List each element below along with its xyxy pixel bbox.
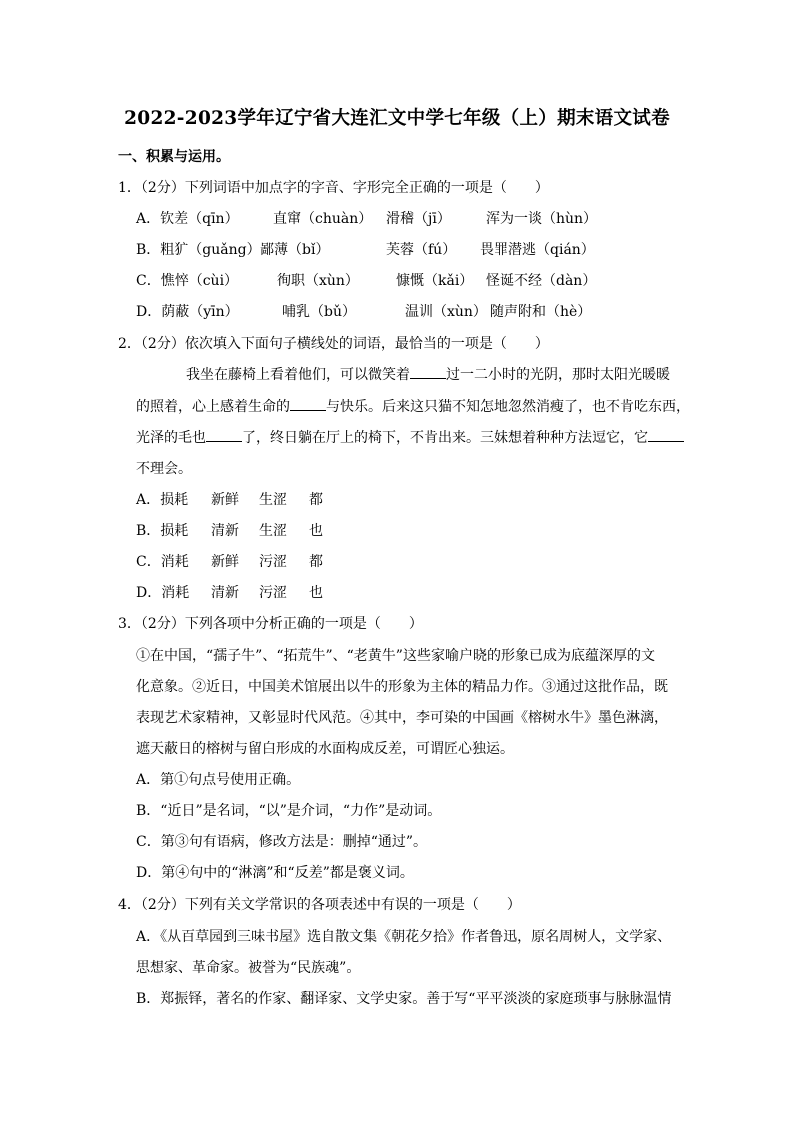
option-cell: 清新 [211, 585, 239, 601]
passage-line: ①在中国，“孺子牛”、“拓荒牛”、“老黄牛”这些家喻户晓的形象已成为底蕴深厚的文 [136, 648, 655, 664]
question-1-stem: 1．（2分）下列词语中加点字的字音、字形完全正确的一项是（ ） [118, 180, 549, 196]
question-3-option-c: C．第③句有语病，修改方法是：删掉“通过”。 [136, 834, 428, 850]
option-cell: D．荫蔽（yīn） [136, 304, 239, 320]
answer-blank [290, 396, 326, 411]
question-3-option-a: A．第①句点号使用正确。 [136, 772, 301, 788]
passage-line: 遮天蔽日的榕树与留白形成的水面构成反差，可谓匠心独运。 [136, 741, 514, 757]
passage-text: 过一二小时的光阴，那时太阳光暖暖 [446, 367, 670, 383]
passage-line: 表现艺术家精神，又彰显时代风范。④其中，李可染的中国画《榕树水牛》墨色淋漓， [136, 710, 668, 726]
option-cell: B．损耗 [136, 523, 189, 539]
passage-line [136, 427, 684, 447]
option-cell: C．憔悴（cùi） [136, 273, 239, 289]
page-title: 2022-2023学年辽宁省大连汇文中学七年级（上）期末语文试卷 [124, 108, 670, 129]
option-cell: 污涩 [259, 554, 287, 570]
option-cell: 都 [309, 554, 323, 570]
question-3-option-d: D．第④句中的“淋漓”和“反差”都是褒义词。 [136, 865, 414, 881]
option-cell: C．消耗 [136, 554, 189, 570]
passage-text: 我坐在藤椅上看着他们，可以微笑着 [186, 367, 410, 383]
question-4-stem: 4．（2分）下列有关文学常识的各项表述中有误的一项是（ ） [118, 897, 521, 913]
section-heading: 一、积累与运用。 [118, 149, 230, 165]
option-cell: 怪诞不经（dàn） [486, 273, 597, 289]
option-cell: 温训（xùn） [405, 304, 487, 320]
option-cell: 随声附和（hè） [490, 304, 592, 320]
option-cell: 也 [309, 585, 323, 601]
option-cell: 鄙薄（bǐ） [260, 242, 330, 258]
answer-blank [648, 427, 684, 442]
option-cell: 滑稽（jī） [386, 211, 451, 227]
question-4-option-a: A．《从百草园到三味书屋》选自散文集《朝花夕拾》作者鲁迅，原名周树人，文学家、 [136, 929, 672, 945]
answer-blank [410, 364, 446, 379]
option-cell: 新鲜 [211, 554, 239, 570]
option-cell: 浑为一谈（hùn） [486, 211, 598, 227]
question-3-option-b: B．“近日”是名词，“以”是介词，“力作”是动词。 [136, 803, 442, 819]
option-cell: 新鲜 [211, 492, 239, 508]
passage-text: 与快乐。后来这只猫不知怎地忽然消瘦了，也不肯吃东西， [326, 399, 690, 415]
option-cell: 慷慨（kǎi） [396, 273, 474, 289]
option-cell: 也 [309, 523, 323, 539]
question-4-option-a-cont: 思想家、革命家。被誉为“民族魂”。 [136, 960, 361, 976]
question-2-stem: 2．（2分）依次填入下面句子横线处的词语，最恰当的一项是（ ） [118, 336, 549, 352]
option-cell: 徇职（xùn） [277, 273, 359, 289]
option-cell: 清新 [211, 523, 239, 539]
option-cell: A．钦差（qīn） [136, 211, 239, 227]
option-cell: 直窜（chuàn） [273, 211, 373, 227]
option-cell: D．消耗 [136, 585, 190, 601]
passage-line [136, 396, 690, 416]
option-cell: 哺乳（bǔ） [282, 304, 356, 320]
passage-text: 的照着，心上感着生命的 [136, 399, 290, 415]
question-3-stem: 3．（2分）下列各项中分析正确的一项是（ ） [118, 616, 423, 632]
passage-line: 不理会。 [136, 461, 192, 477]
option-cell: 污涩 [259, 585, 287, 601]
option-cell: 畏罪潜逃（qián） [480, 242, 595, 258]
passage-line: 化意象。②近日，中国美术馆展出以牛的形象为主体的精品力作。③通过这批作品，既 [136, 679, 668, 695]
answer-blank [206, 427, 242, 442]
option-cell: B．粗犷（guǎng） [136, 242, 261, 258]
passage-text: 光泽的毛也 [136, 430, 206, 446]
question-4-option-b: B．郑振铎，著名的作家、翻译家、文学史家。善于写“平平淡淡的家庭琐事与脉脉温情 [136, 991, 672, 1007]
option-cell: A．损耗 [136, 492, 189, 508]
option-cell: 生涩 [259, 523, 287, 539]
passage-line [186, 364, 670, 384]
option-cell: 生涩 [259, 492, 287, 508]
passage-text: 了，终日躺在厅上的椅下，不肯出来。三妹想着种种方法逗它，它 [242, 430, 648, 446]
option-cell: 芙蓉（fú） [386, 242, 457, 258]
option-cell: 都 [309, 492, 323, 508]
